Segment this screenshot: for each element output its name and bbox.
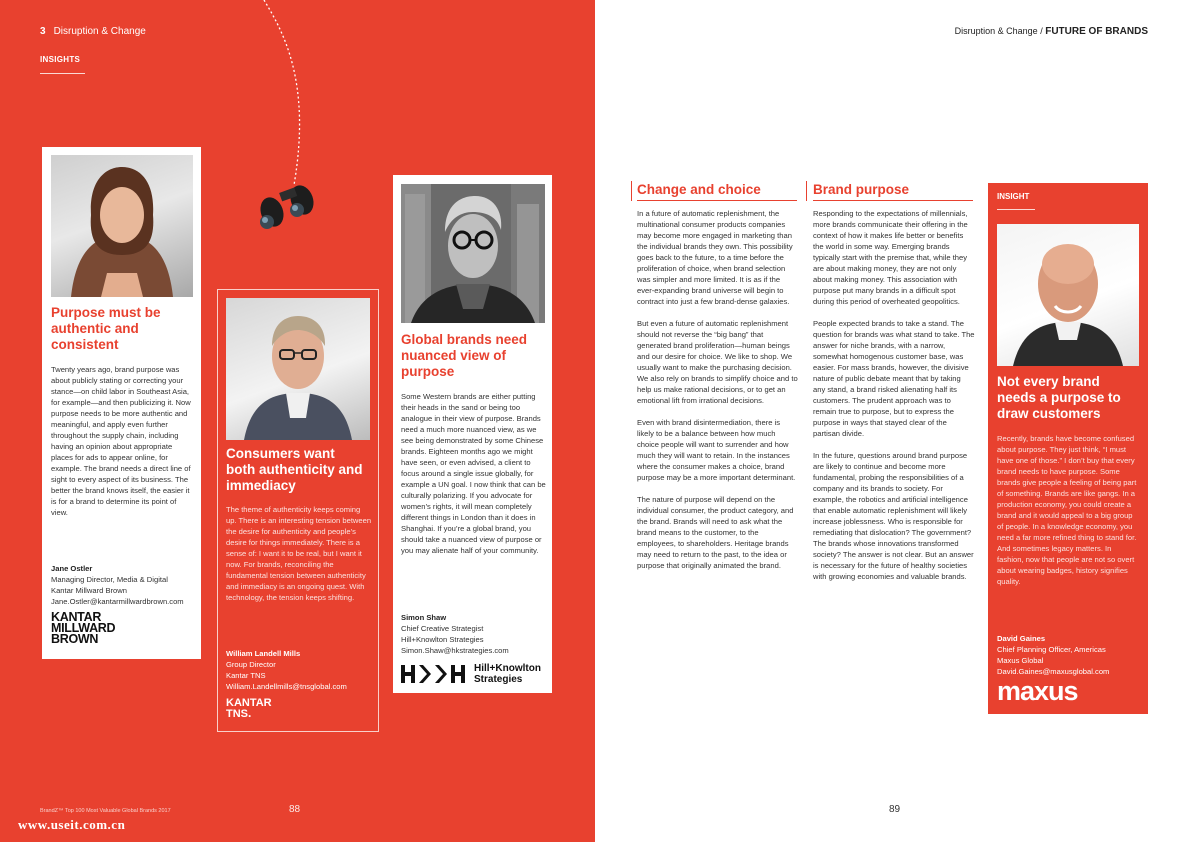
insight-card-jane-ostler bbox=[42, 147, 201, 659]
author-role: Chief Creative Strategist bbox=[401, 624, 484, 633]
kantar-millward-brown-logo: KANTAR MILLWARD BROWN bbox=[51, 610, 116, 646]
author-email[interactable]: David.Gaines@maxusglobal.com bbox=[997, 667, 1110, 676]
hill-knowlton-logo-mark bbox=[401, 665, 467, 683]
binoculars-illustration bbox=[250, 0, 330, 235]
signature bbox=[51, 563, 201, 607]
signature bbox=[997, 633, 1147, 677]
card-body: Twenty years ago, brand purpose was about publicly stating or correcting your stance—on child labor in Southeast Asia, for example—and then publicizing it. Now purpose needs to be more authentic and meaningful, and apply even further throughout the supply chain, including having an opinion about appropriate places for ads to appear online, for example. The brand needs a direct line of sight to every aspect of its business. The better the brand knows itself, the easier it is for a brand to determine its point of view. bbox=[51, 365, 191, 517]
insights-label: INSIGHTS bbox=[40, 55, 81, 64]
card-title: Global brands need nuanced view of purpose bbox=[401, 332, 528, 379]
paragraph: The nature of purpose will depend on the individual consumer, the product category, and the brand. Brands will need to ask what the brand means to the customer, to the employees, to shareholders. Heritage brands may need to return to the past, to the idea or purpose that originally animated the brand. bbox=[637, 495, 794, 570]
paragraph: People expected brands to take a stand. The question for brands was what stand to take. The answer for niche brands, with a narrow, somewhat homogenous customer base, was easier. For mass brands, however, the divisive nature of public debate meant that by taking any stand, a brand risked alienating half its customers. The prudent approach was to remain true to purpose, but to express the purpose in ways that stayed clear of the partisan divide. bbox=[813, 319, 975, 438]
author-email[interactable]: William.Landellmills@tnsglobal.com bbox=[226, 682, 347, 691]
right-page bbox=[595, 0, 1191, 842]
insight-label-rule bbox=[997, 209, 1035, 210]
portrait-photo bbox=[997, 224, 1139, 366]
paragraph: But even a future of automatic replenishment should not reverse the “big bang” that generated brand proliferation—human beings and our desire for choice. We like to shop. We usually want to make the purchasing decision. We also rely on brands to simplify choice and to help us make rational decisions, or to get an emotional lift from irrational decisions. bbox=[637, 319, 798, 405]
author-role: Chief Planning Officer, Americas bbox=[997, 645, 1106, 654]
column-title-change-and-choice: Change and choice bbox=[637, 182, 761, 197]
card-body: The theme of authenticity keeps coming up. There is an interesting tension between the desire for authenticity and people’s desire for things immediately. There is a sense of: I want it to be real, but I want it now. For brands, reconciling the fundamental tension between authenticity and immediacy is an ongoing quest. With technology, the tension keeps shifting. bbox=[226, 505, 372, 602]
left-page bbox=[0, 0, 595, 842]
watermark: www.useit.com.cn bbox=[18, 817, 126, 832]
author-company: Hill+Knowlton Strategies bbox=[401, 635, 484, 644]
page-number-left: 88 bbox=[289, 804, 301, 815]
author-company: Kantar TNS bbox=[226, 671, 266, 680]
author-name: Simon Shaw bbox=[401, 613, 447, 622]
column-rule bbox=[637, 200, 797, 201]
binoculars-icon bbox=[257, 182, 318, 230]
card-body: Some Western brands are either putting their heads in the sand or being too analogue in their view of purpose. Brands need a much more nuanced view, as we see being demonstrated by some Chinese brands. Eighteen months ago we might have seen, or even advised, a client to focus around a single issue globally, for example a UN goal. I now think that can be culturally polarizing. If you advocate for women’s rights, it will mean completely different things in London than it does in Shanghai. If you’re a global brand, you should take a nuanced view of purpose or you may alienate half of your community. bbox=[401, 392, 546, 555]
right-title: FUTURE OF BRANDS bbox=[1045, 26, 1148, 37]
author-role: Managing Director, Media & Digital bbox=[51, 575, 168, 584]
card-title: Not every brand needs a purpose to draw customers bbox=[997, 374, 1121, 421]
card-body: Recently, brands have become confused about purpose. They just think, “I must have one of those.” I don’t buy that every brand needs to have purpose. Some brands give people a feeling of being part of something. Brands are like gangs. In a production economy, you could create a brand and it would appeal to a big group of people. In a knowledge economy, you need a far more refined thing to stand for. And sometimes legacy matters. In fashion, now that people are not so overt about wearing badges, history signifies quality. bbox=[997, 434, 1137, 586]
kantar-tns-logo: KANTAR TNS. bbox=[226, 697, 272, 720]
portrait-figure bbox=[401, 184, 545, 323]
section-number: 3 bbox=[40, 26, 46, 37]
right-header bbox=[955, 26, 1148, 37]
portrait-figure bbox=[51, 155, 193, 297]
insight-label: INSIGHT bbox=[997, 192, 1030, 201]
insights-rule bbox=[40, 73, 85, 74]
portrait-photo bbox=[51, 155, 193, 297]
portrait-photo bbox=[401, 184, 545, 323]
author-role: Group Director bbox=[226, 660, 276, 669]
paragraph: In the future, questions around brand purpose are likely to continue and become more fundamental, probing the responsibilities of a company and its brands to society. For example, the robotics and artificial intelligence that enable automatic replenishment will likely increase joblessness. Who is responsible for remediating that dislocation? The government? The brands whose innovations transformed society? The answer is not clear. But an answer is necessary for the future of healthy societies with growing economies and valuable brands. bbox=[813, 451, 974, 581]
right-section: Disruption & Change / bbox=[954, 26, 1043, 36]
insight-card-simon-shaw bbox=[393, 175, 552, 693]
insight-card-david-gaines bbox=[988, 183, 1148, 714]
signature bbox=[401, 612, 551, 656]
signature bbox=[226, 648, 376, 692]
column-brand-purpose bbox=[813, 208, 975, 593]
author-email[interactable]: Jane.Ostler@kantarmillwardbrown.com bbox=[51, 597, 184, 606]
section-header bbox=[40, 26, 146, 37]
footer-publication: BrandZ™ Top 100 Most Valuable Global Brands 2017 bbox=[40, 808, 171, 814]
maxus-logo: maxus bbox=[997, 676, 1078, 706]
portrait-figure bbox=[226, 298, 370, 440]
insight-card-william-landell-mills bbox=[217, 289, 379, 732]
author-name: David Gaines bbox=[997, 634, 1046, 643]
author-company: Kantar Millward Brown bbox=[51, 586, 127, 595]
card-title: Consumers want both authenticity and immediacy bbox=[226, 446, 363, 493]
author-company: Maxus Global bbox=[997, 656, 1044, 665]
column-title-brand-purpose: Brand purpose bbox=[813, 182, 910, 197]
paragraph: Responding to the expectations of millennials, more brands communicate their offering in the context of how it makes life better or benefits the world in some way. Emerging brands typically start with the premise that, while they are about making money, they are not only about making money. This association with purpose put many brands in a difficult spot during this period of overheated geopolitics. bbox=[813, 209, 968, 306]
column-change-and-choice bbox=[637, 208, 799, 582]
author-name: Jane Ostler bbox=[51, 564, 93, 573]
paragraph: Even with brand disintermediation, there is likely to be a balance between how much choice people will want to surrender and how much they will want to retain. In the instances where the consumer makes a choice, brand purpose may be a more important determinant. bbox=[637, 418, 796, 482]
paragraph: In a future of automatic replenishment, the multinational consumer products companies may become more engaged in marketing than the individual brands they own. This possibility goes back to the future, to a time before the proliferation of choice, when brand selection was simpler and more limited. It is as if the ever-expanding brand universe will begin to contract into just a few brand-dense galaxies. bbox=[637, 209, 793, 306]
section-name: Disruption & Change bbox=[53, 26, 146, 37]
author-email[interactable]: Simon.Shaw@hkstrategies.com bbox=[401, 646, 509, 655]
card-title: Purpose must be authentic and consistent bbox=[51, 305, 161, 352]
column-divider bbox=[631, 181, 632, 201]
column-rule bbox=[813, 200, 973, 201]
author-name: William Landell Mills bbox=[226, 649, 301, 658]
portrait-figure bbox=[997, 224, 1139, 366]
page-number-right: 89 bbox=[889, 804, 901, 815]
column-divider bbox=[806, 181, 807, 201]
hill-knowlton-logo-text: Hill+Knowlton Strategies bbox=[474, 663, 541, 685]
portrait-photo bbox=[226, 298, 370, 440]
